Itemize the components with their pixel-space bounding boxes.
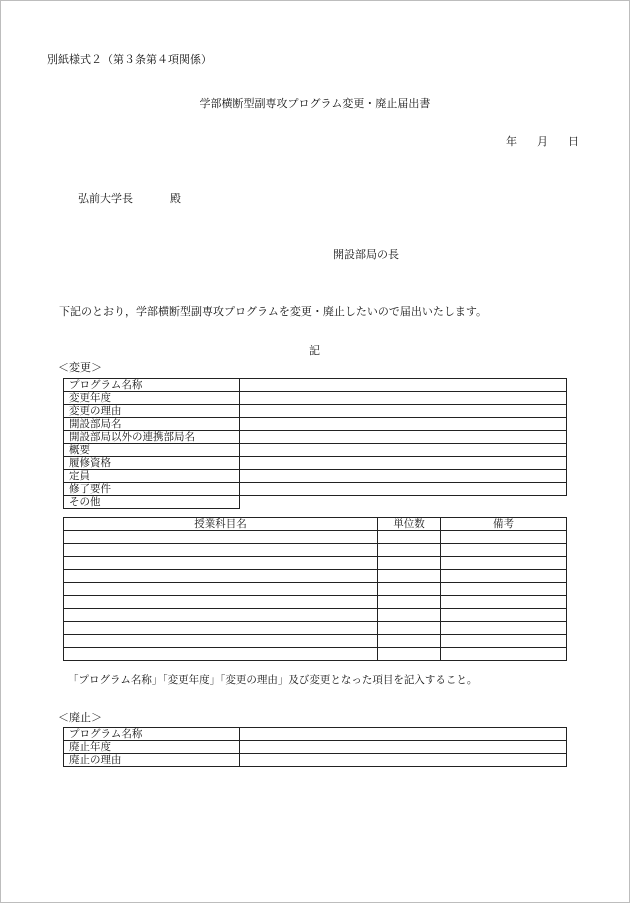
table-row [64, 418, 567, 431]
row-label: プログラム名称 [64, 379, 240, 392]
course-table [63, 517, 567, 661]
course-name-cell[interactable] [64, 635, 378, 648]
table-row [64, 496, 567, 509]
row-value-cell[interactable] [240, 392, 567, 405]
credits-header: 単位数 [378, 518, 441, 531]
body-text: 下記のとおり，学部横断型副専攻プログラムを変更・廃止したいので届出いたします。 [59, 305, 488, 318]
table-row [64, 622, 567, 635]
credits-cell[interactable] [378, 648, 441, 661]
remarks-cell[interactable] [441, 544, 567, 557]
row-value-cell[interactable] [240, 470, 567, 483]
course-name-cell[interactable] [64, 648, 378, 661]
date-year-label: 年 [506, 135, 517, 148]
credits-cell[interactable] [378, 635, 441, 648]
credits-cell[interactable] [378, 583, 441, 596]
table-row [64, 754, 567, 767]
table-row [64, 570, 567, 583]
row-label: 廃止年度 [64, 741, 240, 754]
ki-label: 記 [309, 344, 320, 357]
remarks-cell[interactable] [441, 622, 567, 635]
change-section-heading: ＜変更＞ [58, 361, 102, 374]
row-label: 廃止の理由 [64, 754, 240, 767]
row-label: 修了要件 [64, 483, 240, 496]
row-label: 変更の理由 [64, 405, 240, 418]
table-row [64, 483, 567, 496]
remarks-cell[interactable] [441, 635, 567, 648]
row-value-cell[interactable] [240, 457, 567, 470]
row-label: 変更年度 [64, 392, 240, 405]
form-number: 別紙様式２（第３条第４項関係） [47, 53, 212, 66]
remarks-cell[interactable] [441, 570, 567, 583]
table-row [64, 635, 567, 648]
row-value-cell[interactable] [240, 483, 567, 496]
table-row [64, 544, 567, 557]
table-row [64, 405, 567, 418]
row-label: 概要 [64, 444, 240, 457]
course-name-header: 授業科目名 [64, 518, 378, 531]
row-value-cell[interactable] [240, 431, 567, 444]
row-label: 開設部局名 [64, 418, 240, 431]
remarks-cell[interactable] [441, 583, 567, 596]
date-day-label: 日 [568, 135, 579, 148]
remarks-header: 備考 [441, 518, 567, 531]
course-name-cell[interactable] [64, 531, 378, 544]
table-row [64, 728, 567, 741]
course-table-header [64, 518, 567, 531]
credits-cell[interactable] [378, 570, 441, 583]
remarks-cell[interactable] [441, 557, 567, 570]
credits-cell[interactable] [378, 609, 441, 622]
change-info-table [63, 378, 567, 509]
course-name-cell[interactable] [64, 622, 378, 635]
row-label: プログラム名称 [64, 728, 240, 741]
row-value-cell[interactable] [240, 728, 567, 741]
row-value-cell[interactable] [240, 754, 567, 767]
remarks-cell[interactable] [441, 531, 567, 544]
table-row [64, 470, 567, 483]
remarks-cell[interactable] [441, 609, 567, 622]
row-label: 開設部局以外の連携部局名 [64, 431, 240, 444]
row-label: 履修資格 [64, 457, 240, 470]
table-row [64, 557, 567, 570]
date-month-label: 月 [537, 135, 548, 148]
credits-cell[interactable] [378, 557, 441, 570]
row-label: 定員 [64, 470, 240, 483]
credits-cell[interactable] [378, 544, 441, 557]
row-value-cell[interactable] [240, 418, 567, 431]
row-value-cell[interactable] [240, 379, 567, 392]
remarks-cell[interactable] [441, 596, 567, 609]
table-row [64, 444, 567, 457]
table-row [64, 583, 567, 596]
abolish-table [63, 727, 567, 767]
course-name-cell[interactable] [64, 609, 378, 622]
table-row [64, 379, 567, 392]
table-row [64, 531, 567, 544]
sender-title: 開設部局の長 [333, 248, 399, 261]
course-name-cell[interactable] [64, 583, 378, 596]
abolish-section-heading: ＜廃止＞ [58, 711, 102, 724]
addressee-name: 弘前大学長 [78, 192, 133, 205]
page-title: 学部横断型副専攻プログラム変更・廃止届出書 [199, 97, 431, 110]
row-value-cell[interactable] [240, 496, 567, 509]
row-value-cell[interactable] [240, 444, 567, 457]
course-name-cell[interactable] [64, 544, 378, 557]
table-row [64, 431, 567, 444]
credits-cell[interactable] [378, 596, 441, 609]
table-row [64, 741, 567, 754]
credits-cell[interactable] [378, 531, 441, 544]
course-name-cell[interactable] [64, 557, 378, 570]
table-row [64, 648, 567, 661]
row-label: その他 [64, 496, 240, 509]
table-row [64, 392, 567, 405]
table-row [64, 609, 567, 622]
row-value-cell[interactable] [240, 741, 567, 754]
addressee-honorific: 殿 [170, 192, 181, 205]
course-name-cell[interactable] [64, 570, 378, 583]
table-row [64, 457, 567, 470]
row-value-cell[interactable] [240, 405, 567, 418]
credits-cell[interactable] [378, 622, 441, 635]
change-note: 「プログラム名称」「変更年度」「変更の理由」及び変更となった項目を記入すること。 [68, 674, 478, 686]
table-row [64, 596, 567, 609]
course-name-cell[interactable] [64, 596, 378, 609]
remarks-cell[interactable] [441, 648, 567, 661]
